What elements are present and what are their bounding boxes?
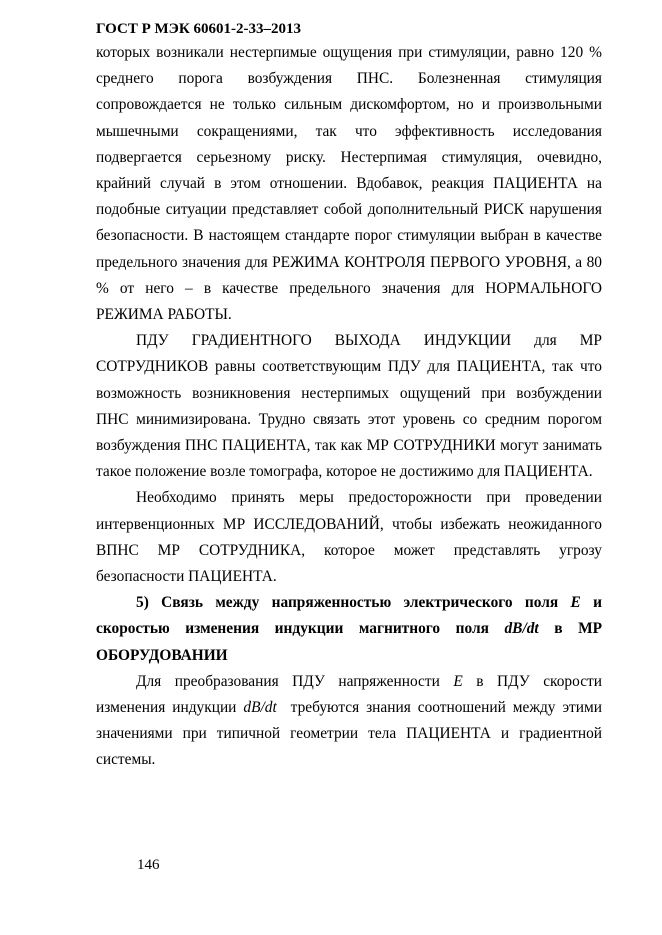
paragraph-staff-limits: ПДУ ГРАДИЕНТНОГО ВЫХОДА ИНДУКЦИИ для МР СОТРУДНИКОВ равны соответствующим ПДУ для ПАЦИЕНТА, так что возможность возникновения нестерпимых ощущений при возбуждении ПНС минимизирована. Трудно связать этот уровень со средним порогом возбуждения ПНС ПАЦИЕНТА, так как МР СОТРУДНИКИ могут занимать такое положение возле томографа, которое не достижимо для ПАЦИЕНТА. <box>96 332 602 481</box>
section-title-part3: в МР ОБОРУДОВАНИИ <box>96 620 602 664</box>
symbol-dbdt-inline: dB/dt <box>243 699 277 717</box>
paragraph-continuation: которых возникали нестерпимые ощущения при стимуляции, равно 120 % среднего порога возбуждения ПНС. Болезненная стимуляция сопровождается не только сильным дискомфортом, но и произвольными мышечными сокращениями, так что эффективность исследования подвергается серьезному риску. Нестерпимая стимуляция, очевидно, крайний случай в этом отношении. Вдобавок, реакция ПАЦИЕНТА на подобные ситуации представляет собой дополнительный РИСК нарушения безопасности. В настоящем стандарте порог стимуляции выбран в качестве предельного значения для РЕЖИМА КОНТРОЛЯ ПЕРВОГО УРОВНЯ, а 80 % от него – в качестве предельного значения для НОРМАЛЬНОГО РЕЖИМА РАБОТЫ. <box>96 44 602 324</box>
symbol-dbdt: dB/dt <box>504 620 539 638</box>
section-title-part1: Связь между напряженностью электрического поля <box>161 594 559 612</box>
document-page <box>96 20 602 915</box>
standard-header: ГОСТ Р МЭК 60601-2-33–2013 <box>96 21 301 37</box>
section-title-part2: и скоростью изменения индукции магнитного поля <box>96 594 602 638</box>
paragraph-precautions: Необходимо принять меры предосторожности при проведении интервенционных МР ИССЛЕДОВАНИЙ, чтобы избежать неожиданного ВПНС МР СОТРУДНИКА, которое может представлять угрозу безопасности ПАЦИЕНТА. <box>96 489 602 586</box>
conversion-part1: Для преобразования ПДУ напряженности <box>136 672 440 690</box>
section-number: 5) <box>136 594 149 612</box>
page-number: 146 <box>137 857 160 873</box>
section-heading <box>96 590 602 669</box>
symbol-e: E <box>570 594 581 612</box>
symbol-e-inline: E <box>453 672 463 690</box>
paragraph-conversion <box>96 669 602 774</box>
conversion-part2: в ПДУ скорости изменения индукции <box>96 672 602 717</box>
conversion-part3: требуются знания соотношений между этими значениями при типичной геометрии тела ПАЦИЕНТА и градиентной системы. <box>96 699 602 769</box>
